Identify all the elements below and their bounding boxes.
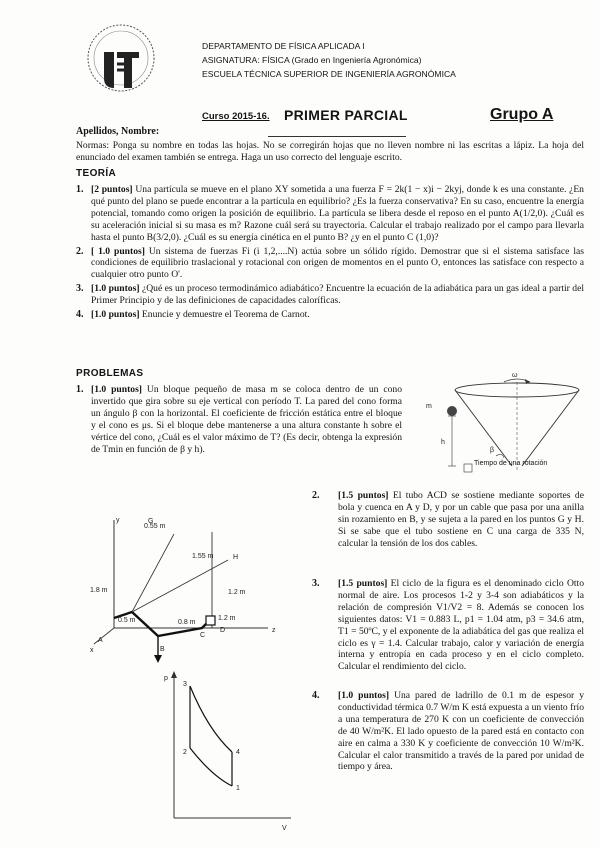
problem-3-text: El ciclo de la figura es el denominado ciclo Otto normal de aire. Los procesos 1-2 y 3-4 son adiabáticos y la relación de compresión V1/V2 = 8. Además se conocen los siguientes datos: V1 = 0.883 L, p1 = 1.04 atm, p3 = 34.6 atm, T1 = 50ºC, y el exponente de la adiabática del gas que realiza el ciclo es γ = 1.4. Calcular trabajo, calor y variación de energía interna y entropía en cada proceso y en el ciclo completo. Calcular el rendimiento del ciclo. — [338, 578, 585, 673]
group-label: Grupo A — [490, 106, 554, 123]
problem-2 — [312, 490, 584, 550]
label-D: D — [220, 627, 226, 634]
department-line: DEPARTAMENTO DE FÍSICA APLICADA I — [202, 41, 365, 51]
problem-3 — [312, 578, 584, 673]
teoria-item-4-text: Enuncie y demuestre el Teorema de Carnot. — [141, 309, 310, 321]
teoria-item-1-num: 1. — [76, 184, 84, 195]
cone-label-w: ω — [512, 372, 518, 379]
tube-frame-figure — [88, 512, 296, 670]
university-logo — [86, 20, 156, 98]
teoria-item-4 — [76, 309, 584, 321]
teoria-item-3-num: 3. — [76, 283, 84, 295]
label-A: A — [98, 637, 103, 644]
problem-4-text: Una pared de ladrillo de 0.1 m de espesor y conductividad térmica 0.7 W/m K está expuesta a un viento frío a una temperatura de 270 K con un coeficiente de convección de 40 W/m²K. El lado opuesto de la pared está en contacto con aire en calma a 330 K y coeficiente de convección 10 W/m²K. Calcular el calor transmitido a través de la pared por unidad de tiempo y área. — [338, 690, 585, 773]
label-H: H — [233, 554, 239, 561]
name-line — [268, 136, 406, 137]
dim-d5: 0.5 m — [118, 617, 136, 624]
problem-4-num: 4. — [312, 690, 320, 701]
otto-point-3: 3 — [183, 681, 187, 688]
teoria-item-3-text: ¿Qué es un proceso termodinámico adiabático? Encuentre la ecuación de la adiabática para un gas ideal a partir del Primer Principio y de las definiciones de capacidades caloríficas. — [91, 283, 584, 307]
axis-x: x — [90, 647, 94, 654]
teoria-item-2-points: [ 1.0 puntos] — [91, 245, 145, 257]
teoria-item-4-num: 4. — [76, 309, 84, 321]
dim-d3: 1.2 m — [228, 589, 246, 596]
exam-rules: Normas: Ponga su nombre en todas las hojas. No se corregirán hojas que no lleven nombre ni las escritas a lápiz. La hoja del enunciado del examen también se entrega. Haga un uso correcto del lenguaje escrito. — [76, 140, 584, 163]
teoria-heading: TEORÍA — [76, 168, 117, 179]
school-line: ESCUELA TÉCNICA SUPERIOR DE INGENIERÍA AGRONÓMICA — [202, 69, 456, 79]
problem-4 — [312, 690, 584, 773]
problem-3-points: [1.5 puntos] — [338, 578, 388, 589]
name-label: Apellidos, Nombre: — [76, 126, 160, 137]
label-C: C — [200, 632, 206, 639]
axis-y: y — [116, 517, 120, 524]
axis-z: z — [272, 627, 276, 634]
otto-cycle-figure — [156, 668, 298, 840]
dim-d1: 0.55 m — [144, 523, 166, 530]
teoria-item-1-text: Una partícula se mueve en el plano XY sometida a una fuerza F = 2k(1 − x)i − 2kyj, donde k es una constante. ¿En qué punto del plano se puede encontrar a la partícula en equilibrio? ¿Es la fuerza conservativa? En su caso, encuentre la energía potencial, tomando como origen la posición de equilibrio. La partícula se libera desde el reposo en el punto A(1/2,0). ¿Cuál es su aceleración inicial si su masa es m? Razone cuál será su trayectoria. Calcular el trabajo realizado por el campo para llevarla hasta el punto B(3/2,0). ¿Cuál es su energía cinética en el punto B? ¿y en el punto C (1,0)? — [91, 184, 584, 243]
otto-axis-p: p — [164, 675, 168, 682]
dim-d4: 1.8 m — [90, 587, 108, 594]
label-G: G — [148, 518, 154, 525]
teoria-list — [76, 184, 584, 321]
title-row — [202, 106, 560, 128]
otto-point-1: 1 — [236, 785, 240, 792]
teoria-item-2-num: 2. — [76, 245, 84, 257]
cone-caption: Tiempo de una rotación — [474, 460, 548, 467]
problem-2-num: 2. — [312, 490, 320, 501]
teoria-item-2 — [76, 246, 584, 282]
problem-4-points: [1.0 puntos] — [338, 690, 390, 701]
problem-1-text: Un bloque pequeño de masa m se coloca dentro de un cono invertido que gira sobre su eje vertical con período T. La pared del cono forma un ángulo β con la horizontal. El coeficiente de fricción estática entre el bloque y el cono es μs. Si el bloque debe mantenerse a una altura constante h sobre el vértice del cono, ¿Cuál es el valor máximo de T? (Es decir, obtenga la expresión de Tmin en función de β y h). — [91, 384, 402, 455]
label-B: B — [160, 646, 165, 653]
dim-d7: 1.2 m — [218, 615, 236, 622]
teoria-item-3 — [76, 283, 584, 307]
otto-axis-v: V — [282, 825, 287, 832]
problem-2-points: [1.5 puntos] — [338, 490, 389, 501]
teoria-item-2-text: Un sistema de fuerzas Fi (i 1,2,....N) actúa sobre un sólido rígido. Demostrar que si el sistema satisface las condiciones de equilibrio traslacional y rotacional con origen de momentos en el punto O, entonces las satisface con respecto a cualquier otro punto O'. — [91, 245, 584, 281]
problem-1-num: 1. — [76, 384, 84, 395]
otto-point-4: 4 — [236, 749, 240, 756]
problem-2-text: El tubo ACD se sostiene mediante soportes de bola y cuenca en A y D, y por un cable que pasa por una anilla sin rozamiento en B, y se sujeta a la pared en los puntos G y H. Si se sabe que el tubo sostiene en C una carga de 335 N, calcular la tensión de los dos cables. — [338, 490, 584, 549]
problem-1 — [76, 384, 402, 455]
problem-3-num: 3. — [312, 578, 320, 589]
course-year: Curso 2015-16. — [202, 111, 270, 122]
teoria-item-1-points: [2 puntos] — [91, 184, 133, 195]
exam-title: PRIMER PARCIAL — [284, 107, 408, 123]
dim-d2: 1.55 m — [192, 553, 214, 560]
problem-1-points: [1.0 puntos] — [91, 384, 142, 395]
cone-label-h: h — [441, 439, 445, 446]
problemas-heading: PROBLEMAS — [76, 368, 144, 379]
teoria-item-4-points: [1.0 puntos] — [91, 309, 140, 321]
teoria-item-3-points: [1.0 puntos] — [91, 283, 140, 295]
teoria-item-1 — [76, 184, 584, 244]
dim-d6: 0.8 m — [178, 619, 196, 626]
otto-point-2: 2 — [183, 749, 187, 756]
cone-label-beta: β — [490, 447, 495, 454]
cone-label-m: m — [426, 403, 432, 410]
subject-line: ASIGNATURA: FÍSICA (Grado en Ingeniería Agronómica) — [202, 55, 422, 65]
